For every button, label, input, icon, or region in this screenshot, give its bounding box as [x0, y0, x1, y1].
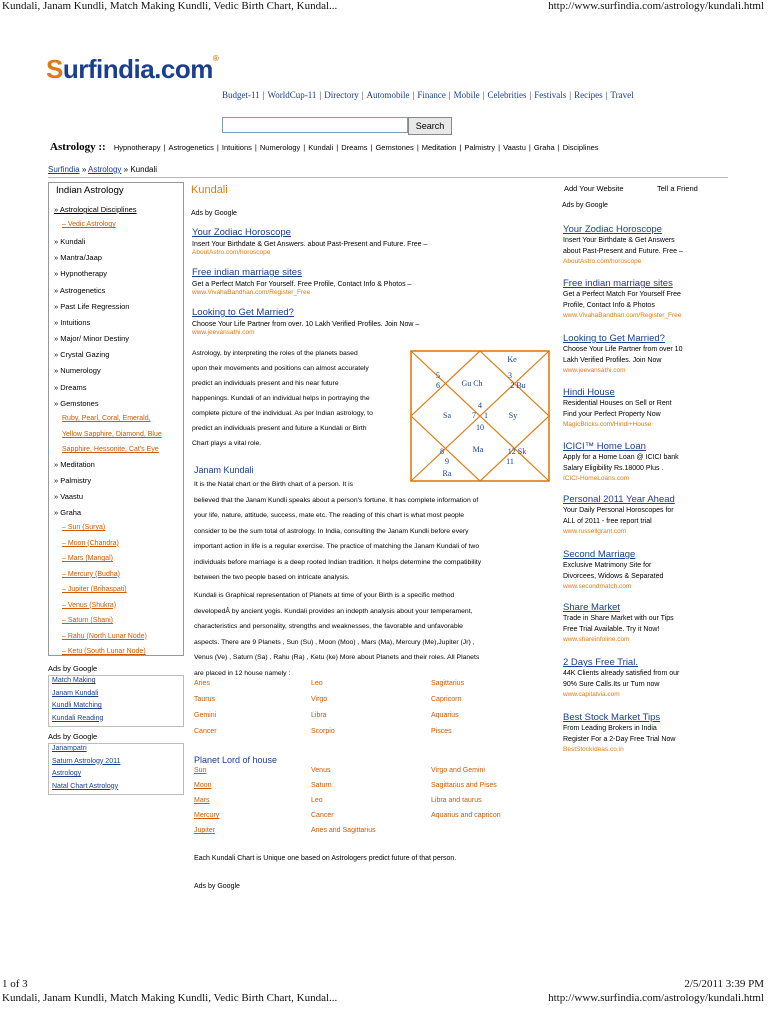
ad-description: Get a Perfect Match For Yourself. Free Profile, Contact Info & Photos –: [192, 281, 412, 288]
logo-text: urfindia.com: [62, 54, 213, 84]
graph-line: characteristics and personality, strengths and weaknesses, the favorable and unfavorable: [194, 623, 463, 630]
ad-url[interactable]: BestStockIdeas.co.in: [563, 746, 624, 753]
astro-nav-separator: |: [216, 143, 219, 152]
astro-nav-separator: |: [254, 143, 257, 152]
astro-nav-separator: |: [557, 143, 560, 152]
intro-line: Chart plays a vital role.: [192, 440, 262, 447]
sign-cell: Libra: [311, 712, 327, 719]
top-nav-link[interactable]: Celebrities: [487, 90, 527, 100]
planet-link[interactable]: – Jupiter (Brihaspati): [62, 586, 127, 593]
nav-separator: |: [319, 90, 322, 100]
lord-cell: Virgo and Gemini: [431, 767, 485, 774]
kundali-label: 11: [506, 457, 514, 466]
top-nav-link[interactable]: Budget-11: [222, 90, 260, 100]
breadcrumb-current: Kundali: [130, 165, 158, 174]
left-nav-item[interactable]: » Past Life Regression: [54, 302, 130, 311]
ad-description: Profile, Contact Info & Photos: [563, 302, 655, 309]
lord-cell: Venus: [311, 767, 331, 774]
janam-line: your life, nature, attitude, success, mate etc. The reading of this chart is what most people: [194, 512, 465, 519]
top-nav-link[interactable]: Automobile: [366, 90, 410, 100]
intro-line: Astrology, by interpreting the roles of the planets based: [192, 350, 358, 357]
janam-line: It is the Natal chart or the Birth chart of a person. It is: [194, 481, 354, 488]
ad-url[interactable]: www.VivahaBandhan.com/Register_Free: [563, 312, 682, 319]
planet-link[interactable]: – Sun (Surya): [62, 524, 106, 531]
kundali-label: 7: [472, 411, 476, 420]
astro-nav-link[interactable]: Graha: [533, 143, 555, 152]
ad-description: Get a Perfect Match For Yourself Free: [563, 291, 681, 298]
breadcrumb-sep: »: [123, 165, 129, 174]
left-ad-link[interactable]: Kundali Reading: [52, 714, 104, 722]
nav-separator: |: [262, 90, 265, 100]
astro-nav-link[interactable]: Numerology: [259, 143, 301, 152]
astro-nav-link[interactable]: Astrogenetics: [168, 143, 214, 152]
nav-separator: |: [482, 90, 485, 100]
kundali-label: 5: [436, 371, 440, 380]
ad-description: Lakh Verified Profiles. Join Now: [563, 357, 662, 364]
graph-line: are placed in 12 house namely :: [194, 669, 291, 677]
ad-url[interactable]: www.shareinfoline.com: [563, 636, 630, 643]
graph-line: developedÂ by ancient yogis. Kundali provides an indepth analysis about your temperament,: [194, 607, 473, 615]
left-nav-heading: Indian Astrology: [56, 185, 124, 196]
astro-nav-separator: |: [163, 143, 166, 152]
gemstone-links[interactable]: Yellow Sapphire, Diamond, Blue: [62, 431, 162, 438]
ad-description: Salary Eligibility Rs.18000 Plus .: [563, 465, 664, 472]
ad-title[interactable]: Hindi House: [563, 387, 615, 398]
ad-title[interactable]: Personal 2011 Year Ahead: [563, 494, 675, 505]
search-button[interactable]: Search: [408, 117, 452, 135]
ad-description: Residential Houses on Sell or Rent: [563, 400, 672, 407]
left-nav-item[interactable]: » Kundali: [54, 237, 86, 246]
sign-cell: Virgo: [311, 696, 328, 703]
kundali-chart: [410, 350, 550, 482]
kundali-label: 8: [440, 447, 444, 456]
lord-cell[interactable]: Sun: [194, 767, 207, 774]
astro-nav-link[interactable]: Kundali: [308, 143, 334, 152]
kundali-label: Ra: [442, 469, 452, 478]
janam-line: between the two people based on intricate analysis.: [194, 574, 350, 581]
astro-nav-link[interactable]: Hypnotherapy: [113, 143, 161, 152]
ad-description: From Leading Brokers in India: [563, 725, 657, 732]
left-ad-link[interactable]: Astrology: [52, 770, 82, 777]
left-ad-link[interactable]: Match Making: [52, 677, 96, 684]
left-nav-item[interactable]: » Palmistry: [54, 476, 92, 485]
lord-cell[interactable]: Moon: [194, 782, 212, 789]
left-nav-item[interactable]: » Meditation: [54, 460, 95, 469]
intro-line: upon their movements and positions can almost accurately: [192, 365, 369, 372]
closing-text: Each Kundali Chart is Unique one based on Astrologers predict future of that person.: [194, 855, 457, 862]
ad-description: Choose Your Life Partner from over. 10 Lakh Verified Profiles. Join Now –: [192, 321, 420, 328]
astro-nav-link[interactable]: Meditation: [421, 143, 457, 152]
kundali-label: 6: [436, 381, 440, 390]
print-header-url: http://www.surfindia.com/astrology/kundali.html: [548, 0, 764, 12]
ad-title[interactable]: Free indian marriage sites: [192, 267, 302, 278]
planet-link[interactable]: – Mars (Mangal): [62, 555, 113, 562]
top-nav-link[interactable]: Finance: [417, 90, 446, 100]
kundali-label: Gu Ch: [461, 379, 483, 388]
sign-cell: Scorpio: [311, 728, 335, 735]
ad-url[interactable]: www.jeevansathi.com: [192, 329, 255, 336]
graph-line: aspects. There are 9 Planets , Sun (Su) , Moon (Moo) , Mars (Ma), Mercury (Me),Jupiter (Jr) ,: [194, 638, 475, 646]
sign-cell: Aquarius: [431, 712, 459, 719]
left-nav-item[interactable]: » Gemstones: [54, 399, 99, 408]
lord-cell[interactable]: Mars: [194, 797, 210, 804]
planet-link[interactable]: – Rahu (North Lunar Node): [62, 632, 147, 640]
kundali-label: 2 Bu: [510, 381, 526, 390]
ad-description: ALL of 2011 - free report trial: [563, 518, 652, 525]
logo-s: S: [46, 54, 63, 84]
breadcrumb-surfindia[interactable]: Surfindia: [48, 165, 80, 174]
kundali-label: 3: [508, 371, 512, 380]
intro-line: predict an individuals present and future a Kundali or Birth: [192, 425, 367, 432]
astro-nav-separator: |: [459, 143, 462, 152]
breadcrumb-sep: »: [81, 165, 87, 174]
kundali-label: 9: [445, 457, 449, 466]
ad-title[interactable]: Second Marriage: [563, 549, 636, 560]
sign-cell: Pisces: [431, 728, 452, 735]
lord-cell: Aquarius and capricon: [431, 812, 501, 819]
left-nav-item[interactable]: » Dreams: [54, 383, 87, 392]
left-nav-item[interactable]: » Major/ Minor Destiny: [54, 334, 130, 343]
gemstone-links[interactable]: Ruby, Pearl, Coral, Emerald,: [62, 415, 151, 422]
left-nav-item[interactable]: » Graha: [54, 508, 82, 517]
ad-description: Exclusive Matrimony Site for: [563, 562, 652, 569]
planet-link[interactable]: – Moon (Chandra): [62, 539, 119, 547]
left-ad-link[interactable]: Saturn Astrology 2011: [52, 757, 121, 765]
ad-description: 44K Clients already satisfied from our: [563, 670, 680, 677]
left-ad-link[interactable]: Kundli Matching: [52, 702, 102, 709]
add-website-link[interactable]: Add Your Website: [564, 184, 624, 193]
janam-line: important action in life is a regular exercise. The practice of matching the Janam Kundali of two: [194, 543, 480, 550]
astro-nav-link[interactable]: Vaastu: [503, 143, 526, 152]
ad-description: about Past-Present and Future. Free –: [563, 248, 683, 255]
breadcrumb-astrology[interactable]: Astrology: [88, 165, 122, 174]
right-ads-label: Ads by Google: [562, 202, 608, 209]
ad-title[interactable]: Free indian marriage sites: [563, 278, 673, 289]
astrology-nav-title: Astrology ::: [50, 141, 106, 153]
nav-separator: |: [569, 90, 572, 100]
search-input[interactable]: [222, 117, 408, 133]
footer-url: http://www.surfindia.com/astrology/kundali.html: [548, 992, 764, 1004]
page-title: Kundali: [191, 184, 228, 196]
ad-url[interactable]: MagicBricks.com/Hindi+House: [563, 421, 652, 428]
ad-url[interactable]: ICICI-HomeLoans.com: [563, 475, 630, 482]
site-logo[interactable]: [46, 54, 218, 85]
left-ad-link[interactable]: Natal Chart Astrology: [52, 782, 119, 790]
ad-title[interactable]: Your Zodiac Horoscope: [192, 227, 291, 238]
top-nav-link[interactable]: WorldCup-11: [267, 90, 317, 100]
sign-cell: Taurus: [194, 696, 216, 703]
logo-reg: ®: [212, 54, 219, 63]
astro-nav-separator: |: [336, 143, 339, 152]
ad-url[interactable]: www.russellgrant.com: [563, 528, 627, 535]
left-ad-link[interactable]: Janampatri: [52, 745, 87, 752]
footer-page: 1 of 3: [2, 978, 28, 990]
lord-cell: Sagittarius and Pises: [431, 782, 497, 789]
planet-link[interactable]: – Mercury (Budha): [62, 570, 120, 578]
graph-line: Kundali is Graphical representation of Planets at time of your Birth is a specific method: [194, 592, 455, 599]
ad-url[interactable]: AboutAstro.com/horoscope: [563, 258, 642, 265]
top-nav: [222, 90, 634, 100]
left-nav-item[interactable]: » Astrogenetics: [54, 286, 106, 295]
top-nav-link[interactable]: Festivals: [534, 90, 567, 100]
ad-description: Apply for a Home Loan @ ICICI bank: [563, 454, 679, 461]
janam-line: believed that the Janam Kundli speaks about a person's fortune. It has complete information of: [194, 496, 479, 504]
kundali-label: Sy: [508, 411, 518, 420]
astro-nav-separator: |: [303, 143, 306, 152]
astro-nav-separator: |: [370, 143, 373, 152]
janam-line: individuals before marriage is a deep rooted Indian tradition. It helps determine the compatibility: [194, 558, 482, 566]
sign-cell: Gemini: [194, 712, 217, 719]
janam-line: consider to be the sum total of astrology. In India, consulting the Janam Kundli before every: [194, 527, 469, 535]
ad-description: Insert Your Birthdate & Get Answers: [563, 237, 675, 244]
ad-url[interactable]: www.VivahaBandhan.com/Register_Free: [192, 289, 311, 296]
ads-label: Ads by Google: [48, 664, 98, 673]
nav-separator: |: [361, 90, 364, 100]
left-nav-item[interactable]: » Vaastu: [54, 492, 84, 501]
left-nav-item[interactable]: » Mantra/Jaap: [54, 253, 102, 262]
astro-nav-separator: |: [528, 143, 531, 152]
lord-cell: Aries and Sagittarius: [311, 827, 376, 834]
gemstone-links[interactable]: Sapphire, Hessonite, Cat's Eye: [62, 446, 159, 453]
astro-nav-link[interactable]: Disciplines: [562, 143, 599, 152]
tell-friend-link[interactable]: Tell a Friend: [657, 184, 698, 193]
kundali-label: Sa: [443, 411, 451, 420]
ads-label: Ads by Google: [48, 732, 98, 741]
ad-description: Divorcees, Widows & Separated: [563, 573, 664, 580]
ad-description: 90% Sure Calls.Its ur Turn now: [563, 681, 660, 688]
ad-description: Find your Perfect Property Now: [563, 411, 661, 418]
left-ad-link[interactable]: Janam Kundali: [52, 689, 99, 697]
ad-title[interactable]: 2 Days Free Trial.: [563, 657, 638, 668]
ad-title[interactable]: Looking to Get Married?: [563, 333, 665, 344]
janam-kundali-heading: Janam Kundali: [194, 465, 254, 475]
ad-title[interactable]: Best Stock Market Tips: [563, 712, 661, 723]
sign-cell: Leo: [311, 680, 323, 687]
top-nav-link[interactable]: Travel: [610, 90, 634, 100]
ad-title[interactable]: Share Market: [563, 602, 621, 613]
ad-url[interactable]: www.jeevansathi.com: [563, 367, 626, 374]
ad-url[interactable]: AboutAstro.com/horoscope: [192, 249, 271, 256]
ad-description: Insert Your Birthdate & Get Answers. about Past-Present and Future. Free –: [192, 241, 428, 248]
lord-cell: Cancer: [311, 812, 334, 819]
intro-line: complete picture of the individual. As per Indian astrology, to: [192, 410, 373, 417]
ad-description: Trade in Share Market with our Tips: [563, 615, 674, 622]
ad-title[interactable]: Looking to Get Married?: [192, 307, 294, 318]
kundali-label: 4: [478, 401, 482, 410]
kundali-label: 10: [476, 423, 484, 432]
top-nav-link[interactable]: Mobile: [453, 90, 480, 100]
sign-cell: Cancer: [194, 728, 217, 735]
kundali-label: Ma: [472, 445, 484, 454]
footer-date: 2/5/2011 3:39 PM: [684, 978, 764, 990]
intro-line: happenings. Kundali of an individual helps in portraying the: [192, 395, 370, 402]
astro-nav-link[interactable]: Dreams: [341, 143, 368, 152]
left-nav-item[interactable]: – Vedic Astrology: [62, 221, 116, 228]
astro-nav-separator: |: [498, 143, 501, 152]
lord-cell: Leo: [311, 797, 323, 804]
nav-separator: |: [605, 90, 608, 100]
ad-title[interactable]: ICICI™ Home Loan: [563, 441, 646, 452]
ad-description: Register For a 2-Day Free Trial Now: [563, 736, 676, 743]
ad-description: Free Trial Available. Try it Now!: [563, 626, 660, 633]
kundali-label: 1: [484, 411, 488, 420]
left-nav-item[interactable]: » Crystal Gazing: [54, 350, 110, 359]
kundali-label: 12 Sk: [507, 447, 527, 456]
nav-separator: |: [529, 90, 532, 100]
lord-cell: Saturn: [311, 782, 332, 789]
nav-separator: |: [448, 90, 451, 100]
nav-separator: |: [412, 90, 415, 100]
print-header-title: Kundali, Janam Kundli, Match Making Kundli, Vedic Birth Chart, Kundal...: [2, 0, 338, 12]
top-nav-link[interactable]: Recipes: [574, 90, 603, 100]
planet-link[interactable]: – Saturn (Shani): [62, 617, 113, 624]
astro-nav-link[interactable]: Intuitions: [221, 143, 252, 152]
planet-lord-heading: Planet Lord of house: [194, 755, 278, 765]
intro-line: predict an individuals present and his near future: [192, 380, 339, 387]
sign-cell: Aries: [194, 680, 210, 687]
planet-link[interactable]: – Ketu (South Lunar Node): [62, 648, 146, 655]
print-header: [0, 0, 768, 14]
lord-cell[interactable]: Mercury: [194, 812, 220, 819]
ads-label-bottom: Ads by Google: [194, 883, 240, 890]
lord-cell[interactable]: Jupiter: [194, 827, 216, 834]
ad-description: Choose Your Life Partner from over 10: [563, 346, 683, 353]
sign-cell: Sagittarius: [431, 680, 465, 687]
astrology-nav: [50, 141, 599, 153]
breadcrumb: [48, 165, 157, 174]
top-nav-link[interactable]: Directory: [324, 90, 359, 100]
kundali-label: Ke: [507, 355, 517, 364]
left-nav-item[interactable]: » Astrological Disciplines: [54, 205, 137, 214]
left-nav-item[interactable]: » Hypnotherapy: [54, 269, 107, 278]
ad-description: Your Daily Personal Horoscopes for: [563, 507, 674, 514]
ad-url[interactable]: www.capitalvia.com: [563, 691, 620, 698]
ads-label: Ads by Google: [191, 210, 237, 217]
astro-nav-separator: |: [416, 143, 419, 152]
sign-cell: Capricorn: [431, 696, 462, 703]
divider: [48, 177, 728, 178]
ad-title[interactable]: Your Zodiac Horoscope: [563, 224, 662, 235]
ad-url[interactable]: www.secondmatch.com: [563, 583, 632, 590]
left-nav-item[interactable]: » Intuitions: [54, 318, 91, 327]
astro-nav-link[interactable]: Palmistry: [464, 143, 496, 152]
lord-cell: Libra and taurus: [431, 797, 482, 804]
footer-title: Kundali, Janam Kundli, Match Making Kundli, Vedic Birth Chart, Kundal...: [2, 992, 338, 1004]
astro-nav-link[interactable]: Gemstones: [375, 143, 414, 152]
planet-link[interactable]: – Venus (Shukra): [62, 601, 117, 609]
graph-line: Venus (Ve) , Saturn (Sa) , Rahu (Ra) , Ketu (ke) More about Planets and their roles. All Planets: [194, 654, 480, 661]
left-nav-item[interactable]: » Numerology: [54, 366, 101, 375]
